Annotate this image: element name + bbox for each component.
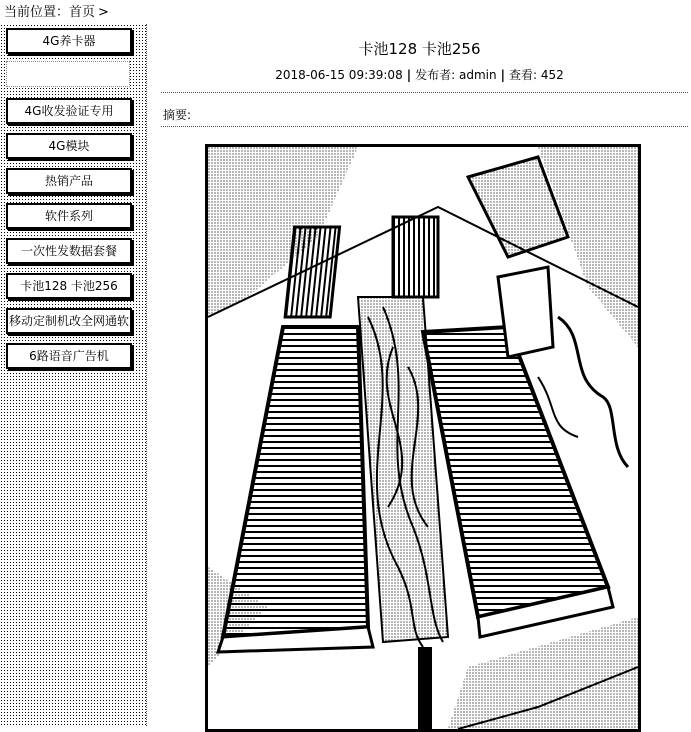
sidebar-item-label: 4G模块 — [48, 139, 90, 153]
sidebar-item-label: 热销产品 — [44, 174, 93, 188]
sidebar-item-software[interactable] — [6, 203, 132, 229]
card-pool-hardware-illustration — [208, 147, 638, 729]
divider — [161, 92, 688, 93]
sidebar-item-label: 一次性发数据套餐 — [20, 244, 117, 258]
sidebar-item-label: 4G收发验证专用 — [24, 104, 114, 118]
sidebar-item-4g-module[interactable] — [6, 133, 132, 159]
sidebar-item-hot-products[interactable] — [6, 168, 132, 194]
article-summary-label: 摘要: — [163, 108, 192, 122]
sidebar-item-label: 6路语音广告机 — [29, 349, 109, 363]
sidebar-item-4g-card-raiser[interactable] — [6, 28, 132, 54]
divider — [161, 126, 688, 127]
article-date: 2018-06-15 09:39:08 — [275, 68, 403, 82]
breadcrumb-home-link[interactable]: 首页 — [69, 5, 96, 20]
sidebar-item-active[interactable] — [6, 61, 130, 87]
article-author: admin — [458, 68, 497, 82]
article-panel — [146, 24, 691, 726]
article-meta: 2018-06-15 09:39:08 | 发布者: admin | 查看: 452 — [275, 68, 564, 82]
sidebar-item-label: 软件系列 — [44, 209, 93, 223]
sidebar-item-label: 卡池128 卡池256 — [20, 279, 118, 293]
product-photo — [205, 144, 641, 732]
sidebar-item-label: 4G养卡器 — [42, 34, 96, 48]
sidebar-item-4g-sms-verify[interactable] — [6, 98, 132, 124]
author-label: 发布者: — [415, 68, 456, 82]
sidebar-item-data-package[interactable] — [6, 238, 132, 264]
breadcrumb-separator: > — [98, 5, 109, 20]
breadcrumb-label: 当前位置： — [4, 5, 70, 20]
article-title: 卡池128 卡池256 — [358, 40, 481, 58]
sidebar-item-card-pool[interactable] — [6, 273, 132, 299]
sidebar — [0, 24, 146, 726]
sidebar-item-voice-ad[interactable] — [6, 343, 132, 369]
sidebar-item-firmware[interactable] — [6, 308, 132, 334]
article-views: 452 — [540, 68, 564, 82]
sidebar-item-label: 移动定制机改全网通软 — [8, 314, 129, 328]
views-label: 查看: — [508, 68, 538, 82]
breadcrumb — [4, 4, 112, 22]
